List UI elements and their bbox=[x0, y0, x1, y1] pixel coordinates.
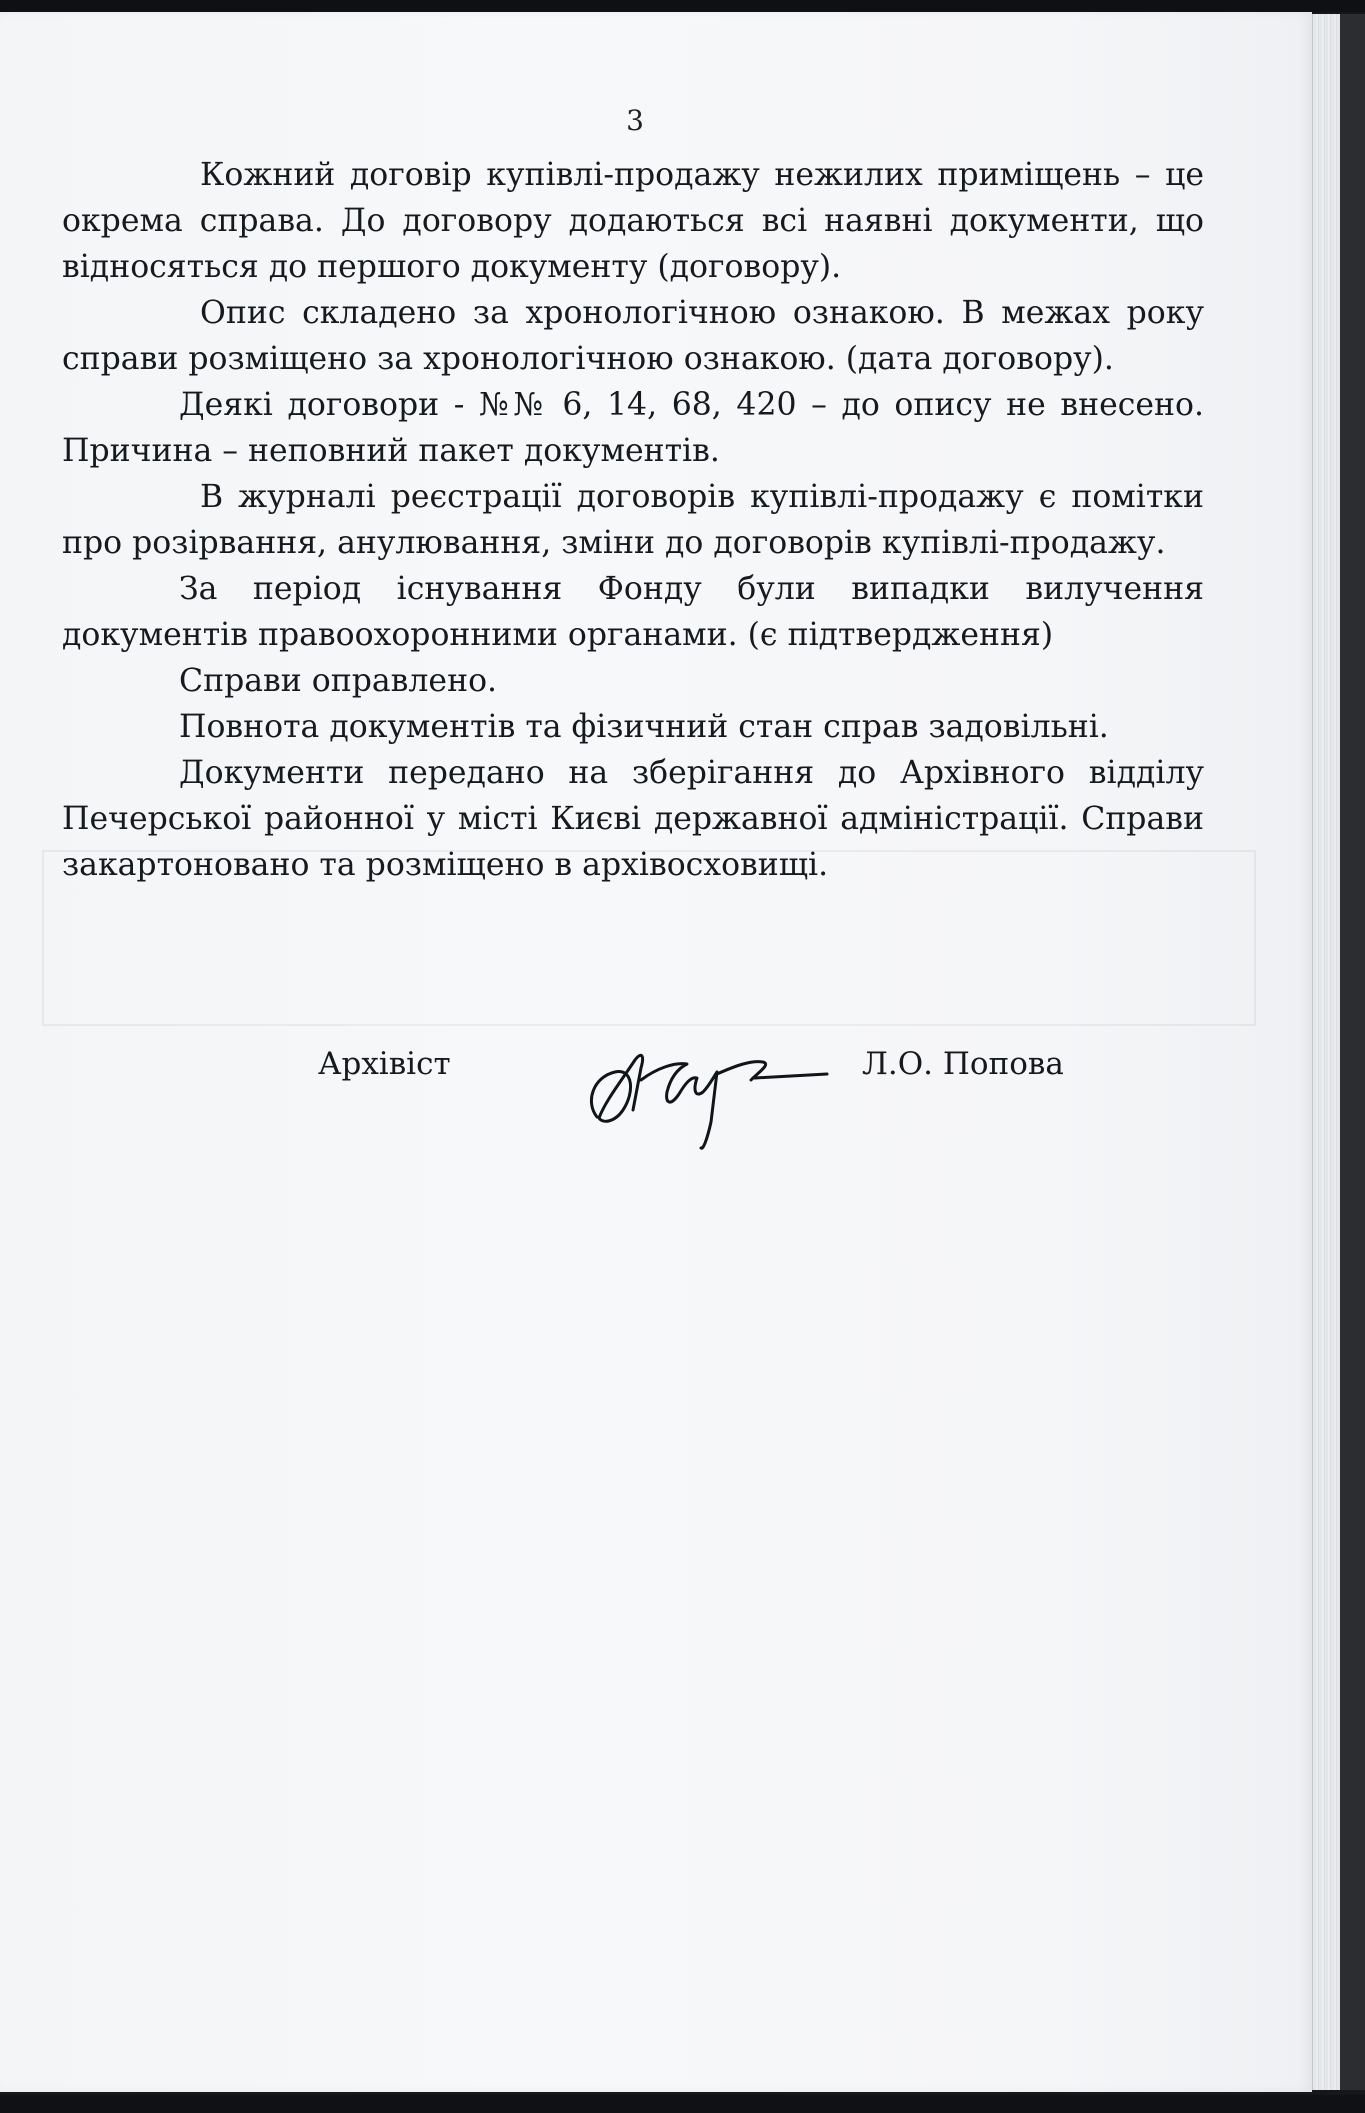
paragraph-registry-notes: В журналі реєстрації договорів купівлі-продажу є помітки про розірвання, анулювання, зміни до договорів купівлі-продажу. bbox=[62, 479, 1204, 561]
paragraph-missing-contracts: Деякі договори - №№ 6, 14, 68, 420 – до опису не внесено. Причина – неповний пакет документів. bbox=[62, 387, 1204, 469]
page-number: 3 bbox=[626, 104, 644, 137]
handwritten-signature bbox=[575, 1032, 845, 1162]
paragraph-condition: Повнота документів та фізичний стан справ задовільні. bbox=[179, 709, 1109, 745]
signature-block bbox=[0, 1032, 1312, 1172]
paragraph-seizures: За період існування Фонду були випадки вилучення документів правоохоронними органами. (є підтвердження) bbox=[62, 571, 1204, 653]
paragraph-chronology: Опис складено за хронологічною ознакою. В межах року справи розміщено за хронологічною ознакою. (дата договору). bbox=[62, 295, 1204, 377]
document-page bbox=[0, 12, 1312, 2092]
scanner-top-edge bbox=[0, 0, 1365, 12]
binding-strip bbox=[1340, 14, 1365, 2090]
signer-role: Архівіст bbox=[318, 1046, 451, 1082]
paragraph-transfer: Документи передано на зберігання до Архівного відділу Печерської районної у місті Києві державної адміністрації. Справи закартоновано та розміщено в архівосховищі. bbox=[62, 755, 1204, 883]
scanner-bottom-edge bbox=[0, 2095, 1365, 2113]
paragraph-contract-case: Кожний договір купівлі-продажу нежилих приміщень – це окрема справа. До договору додаються всі наявні документи, що відносяться до першого документу (договору). bbox=[62, 157, 1204, 285]
signer-name: Л.О. Попова bbox=[862, 1046, 1064, 1082]
document-body bbox=[62, 152, 1204, 888]
paragraph-bound: Справи оправлено. bbox=[179, 663, 498, 699]
